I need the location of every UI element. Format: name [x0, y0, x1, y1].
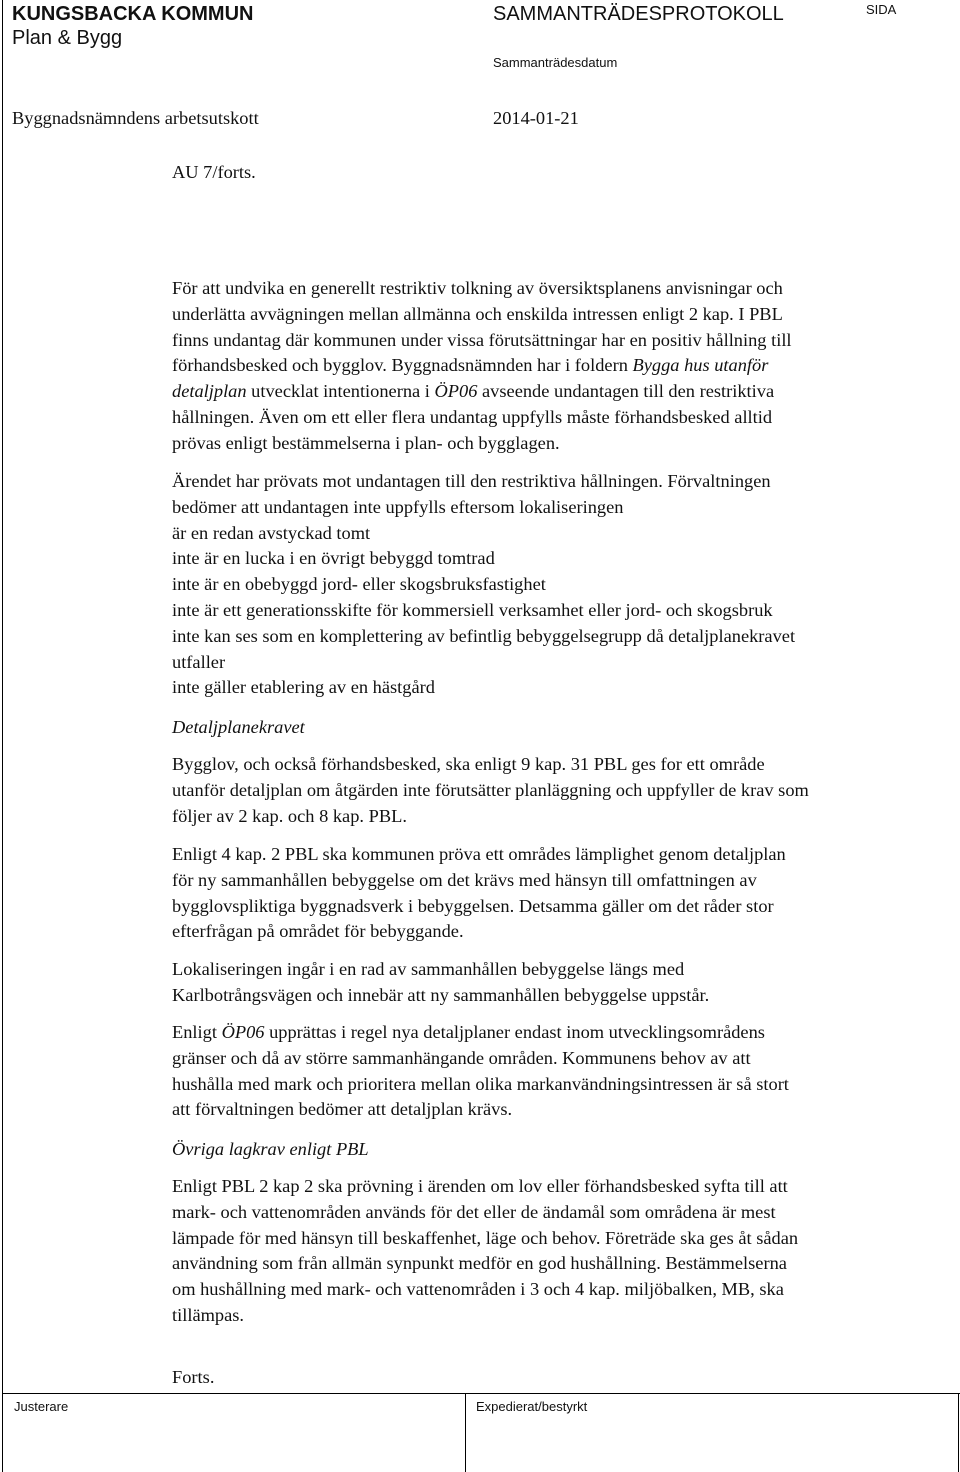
- paragraph-op06: [172, 1020, 789, 1123]
- text-line: utanför detaljplan om åtgärden inte förutsätter planläggning och uppfyller de krav som: [172, 779, 809, 800]
- text-line: bedömer att undantagen inte uppfylls eftersom lokaliseringen: [172, 496, 624, 517]
- heading-ovriga-lagkrav: Övriga lagkrav enligt PBL: [172, 1139, 369, 1159]
- signature-box-divider: [465, 1394, 466, 1472]
- justerare-label: Justerare: [14, 1399, 69, 1414]
- paragraph-2kap: [172, 1174, 798, 1329]
- plan-reference: ÖP06: [434, 381, 478, 402]
- text-line: förhandsbesked och bygglov. Byggnadsnämnden har i foldern Bygga hus utanför: [172, 355, 769, 376]
- text-line: följer av 2 kap. och 8 kap. PBL.: [172, 805, 407, 826]
- paragraph-4kap: [172, 842, 786, 945]
- continued-marker: Forts.: [172, 1367, 215, 1387]
- paragraph-provning: [172, 469, 795, 701]
- section-reference: AU 7/forts.: [172, 162, 256, 182]
- text-line: för ny sammanhållen bebyggelse om det krävs med hänsyn till omfattningen av: [172, 869, 757, 890]
- text-line: Bygglov, och också förhandsbesked, ska enligt 9 kap. 31 PBL ges for ett område: [172, 754, 765, 774]
- text-line: hushålla med mark och prioritera mellan olika markanvändningsintressen är så stort: [172, 1073, 789, 1094]
- text-line: inte är en obebyggd jord- eller skogsbruksfastighet: [172, 574, 546, 595]
- page-label: SIDA: [866, 2, 897, 17]
- folder-title-cont: detaljplan: [172, 381, 247, 402]
- paragraph-lokalisering: [172, 957, 709, 1009]
- text-line: om hushållning med mark- och vattenområden i 3 och 4 kap. miljöbalken, MB, ska: [172, 1279, 784, 1300]
- footer-rule: [2, 1393, 960, 1394]
- text-line: hållningen. Även om ett eller flera undantag uppfylls måste förhandsbesked alltid: [172, 406, 773, 427]
- text-line: detaljplan utvecklat intentionerna i ÖP06 avseende undantagen till den restriktiva: [172, 381, 775, 402]
- left-margin-rule: [2, 0, 3, 1472]
- text-line: Enligt 4 kap. 2 PBL ska kommunen pröva ett områdes lämplighet genom detaljplan: [172, 844, 786, 864]
- paragraph-undantag: [172, 276, 792, 457]
- text-line: inte gäller etablering av en hästgård: [172, 677, 435, 698]
- text-line: Enligt ÖP06 upprättas i regel nya detaljplaner endast inom utvecklingsområdens: [172, 1022, 765, 1042]
- plan-reference: ÖP06: [221, 1022, 265, 1042]
- text-line: utfaller: [172, 651, 226, 672]
- text-line: För att undvika en generellt restriktiv tolkning av översiktsplanens anvisningar och: [172, 278, 783, 298]
- text-line: inte är en lucka i en övrigt bebyggd tomtrad: [172, 548, 495, 569]
- meeting-date: 2014-01-21: [493, 108, 579, 128]
- department-name: Plan & Bygg: [12, 27, 123, 49]
- text-line: gränser och då av större sammanhängande områden. Kommunens behov av att: [172, 1047, 751, 1068]
- text-line: är en redan avstyckad tomt: [172, 522, 371, 543]
- text-line: Karlbotrångsvägen och innebär att ny sammanhållen bebyggelse uppstår.: [172, 984, 710, 1005]
- heading-detaljplanekravet: Detaljplanekravet: [172, 717, 305, 737]
- text-line: inte kan ses som en komplettering av befintlig bebyggelsegrupp då detaljplanekravet: [172, 625, 796, 646]
- text-line: inte är ett generationsskifte för kommersiell verksamhet eller jord- och skogsbruk: [172, 599, 773, 620]
- text-line: finns undantag där kommunen under vissa förutsättningar har en positiv hållning till: [172, 329, 792, 350]
- signature-box-divider: [958, 1394, 959, 1472]
- text-line: mark- och vattenområden används för det eller de ändamål som områdena är mest: [172, 1201, 776, 1222]
- text-line: underlätta avvägningen mellan allmänna och enskilda intressen enligt 2 kap. I PBL: [172, 303, 783, 324]
- text-line: prövas enligt bestämmelserna i plan- och bygglagen.: [172, 432, 560, 453]
- org-name: KUNGSBACKA KOMMUN: [12, 3, 254, 25]
- paragraph-bygglov: [172, 752, 809, 829]
- text-line: Lokaliseringen ingår i en rad av sammanhållen bebyggelse längs med: [172, 959, 685, 979]
- text-line: efterfrågan på området för bebyggande.: [172, 921, 464, 942]
- text-line: lämpade för med hänsyn till beskaffenhet, läge och behov. Företräde ska ges åt sådan: [172, 1227, 799, 1248]
- text-line: Enligt PBL 2 kap 2 ska prövning i ärenden om lov eller förhandsbesked syfta till att: [172, 1176, 788, 1196]
- text-line: Ärendet har prövats mot undantagen till den restriktiva hållningen. Förvaltningen: [172, 471, 771, 491]
- text-line: att förvaltningen bedömer att detaljplan krävs.: [172, 1099, 513, 1120]
- text-line: tillämpas.: [172, 1304, 245, 1325]
- folder-title: Bygga hus utanför: [632, 355, 769, 376]
- committee-name: Byggnadsnämndens arbetsutskott: [12, 108, 259, 128]
- text-line: bygglovspliktiga byggnadsverk i bebyggelsen. Detsamma gäller om det råder stor: [172, 895, 774, 916]
- document-type: SAMMANTRÄDESPROTOKOLL: [493, 3, 784, 25]
- expedierat-label: Expedierat/bestyrkt: [476, 1399, 588, 1414]
- date-label: Sammanträdesdatum: [493, 55, 618, 70]
- text-line: användning som från allmän synpunkt medför en god hushållning. Bestämmelserna: [172, 1253, 787, 1274]
